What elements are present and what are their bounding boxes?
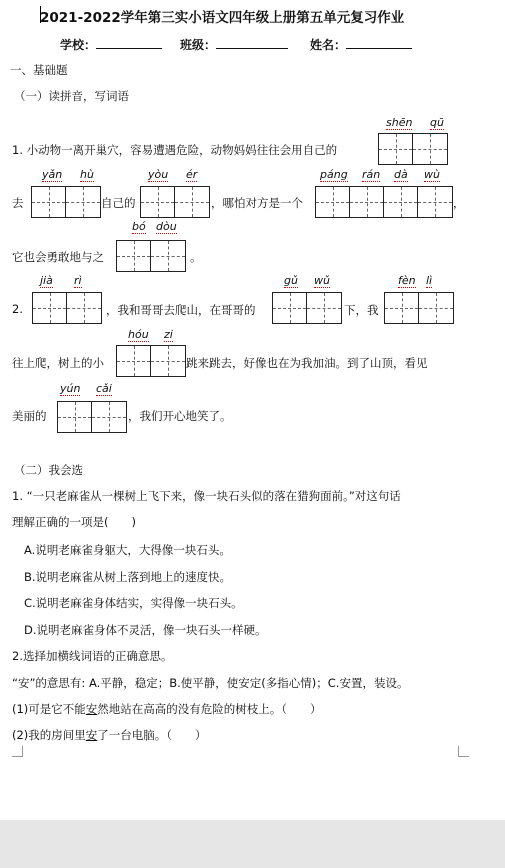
q2-text: ，我和哥哥去爬山，在哥哥的	[106, 303, 256, 317]
section-basic: 一、基础题	[10, 63, 68, 77]
subsection-pinyin: （一）读拼音，写词语	[14, 89, 129, 103]
q2-text: 跳来跳去，好像也在为我加油。到了山顶，看见	[186, 356, 428, 370]
q1-text: 。	[190, 250, 202, 264]
q1-text: 它也会勇敢地与之	[12, 250, 104, 264]
mc1-option-b: B.说明老麻雀从树上落到地上的速度快。	[24, 570, 232, 584]
pinyin: páng	[320, 168, 348, 181]
name-field: 姓名：	[310, 36, 412, 53]
mc2-question: 2.选择加横线词语的正确意思。	[12, 649, 173, 663]
page-corner-mark	[458, 746, 469, 757]
pinyin: rì	[74, 274, 82, 287]
pinyin: qū	[430, 116, 444, 129]
pinyin: hù	[80, 168, 94, 181]
tian-grid-pangranda[interactable]	[315, 186, 453, 218]
q1-text: 1. 小动物一离开巢穴，容易遭遇危险，动物妈妈往往会用自己的	[12, 143, 338, 157]
tian-grid-guwu[interactable]	[272, 292, 342, 324]
q2-text: 美丽的	[12, 409, 47, 423]
tian-grid-jiari[interactable]	[32, 292, 102, 324]
mc1-option-c: C.说明老麻雀身体结实，实得像一块石头。	[24, 596, 243, 610]
pinyin: yòu	[148, 168, 169, 181]
page-gap	[0, 820, 505, 868]
pinyin: hóu	[128, 328, 149, 341]
subsection-choice: （二）我会选	[14, 463, 83, 477]
pinyin: ér	[186, 168, 198, 181]
pinyin: dà	[394, 168, 408, 181]
pinyin: lì	[426, 274, 433, 287]
tian-grid-yuncai[interactable]	[57, 401, 127, 433]
tian-grid-shenqu[interactable]	[378, 133, 448, 165]
q2-text: 下，我	[344, 303, 379, 317]
tian-grid-bodou[interactable]	[116, 240, 186, 272]
q2-text: ，我们开心地笑了。	[128, 409, 232, 423]
page-corner-mark	[12, 746, 23, 757]
pinyin: yún	[60, 382, 81, 395]
mc1-option-a: A.说明老麻雀身躯大，大得像一块石头。	[24, 543, 231, 557]
q1-text: ，哪怕对方是一个	[211, 196, 303, 210]
tian-grid-youer[interactable]	[140, 186, 210, 218]
pinyin: gǔ	[284, 274, 298, 287]
q1-text: ，	[453, 196, 465, 210]
tian-grid-fenli[interactable]	[384, 292, 454, 324]
pinyin: zi	[164, 328, 173, 341]
q2-text: 往上爬，树上的小	[12, 356, 104, 370]
school-field: 学校：	[60, 36, 162, 53]
pinyin: jià	[40, 274, 53, 287]
q2-text: 2.	[12, 302, 23, 316]
pinyin: wù	[424, 168, 440, 181]
class-field: 班级：	[180, 36, 288, 53]
mc2-sentence-2: (2)我的房间里安了一台电脑。（ ）	[12, 728, 207, 742]
page-title: 2021-2022学年第三实小语文四年级上册第五单元复习作业	[40, 10, 405, 26]
mc2-sentence-1: (1)可是它不能安然地站在高高的没有危险的树枝上。（ ）	[12, 702, 322, 716]
mc1-question: 理解正确的一项是( )	[12, 515, 136, 529]
mc1-question: 1. “一只老麻雀从一棵树上飞下来，像一块石头似的落在猎狗面前。”对这句话	[12, 489, 401, 503]
q1-text: 自己的	[101, 196, 136, 210]
pinyin: bó	[132, 220, 146, 233]
pinyin: rán	[362, 168, 381, 181]
pinyin: shēn	[386, 116, 413, 129]
tian-grid-houzi[interactable]	[116, 345, 186, 377]
pinyin: dòu	[156, 220, 177, 233]
tian-grid-yanhu[interactable]	[31, 186, 101, 218]
pinyin: cǎi	[96, 382, 112, 395]
q1-text: 去	[12, 196, 24, 210]
mc2-meaning: “安”的意思有: A.平静，稳定；B.使平静，使安定(多指心情)；C.安置，装设。	[12, 676, 409, 690]
pinyin: fèn	[398, 274, 416, 287]
mc1-option-d: D.说明老麻雀身体不灵活，像一块石头一样硬。	[24, 623, 267, 637]
pinyin: yǎn	[42, 168, 63, 181]
pinyin: wǔ	[314, 274, 330, 287]
